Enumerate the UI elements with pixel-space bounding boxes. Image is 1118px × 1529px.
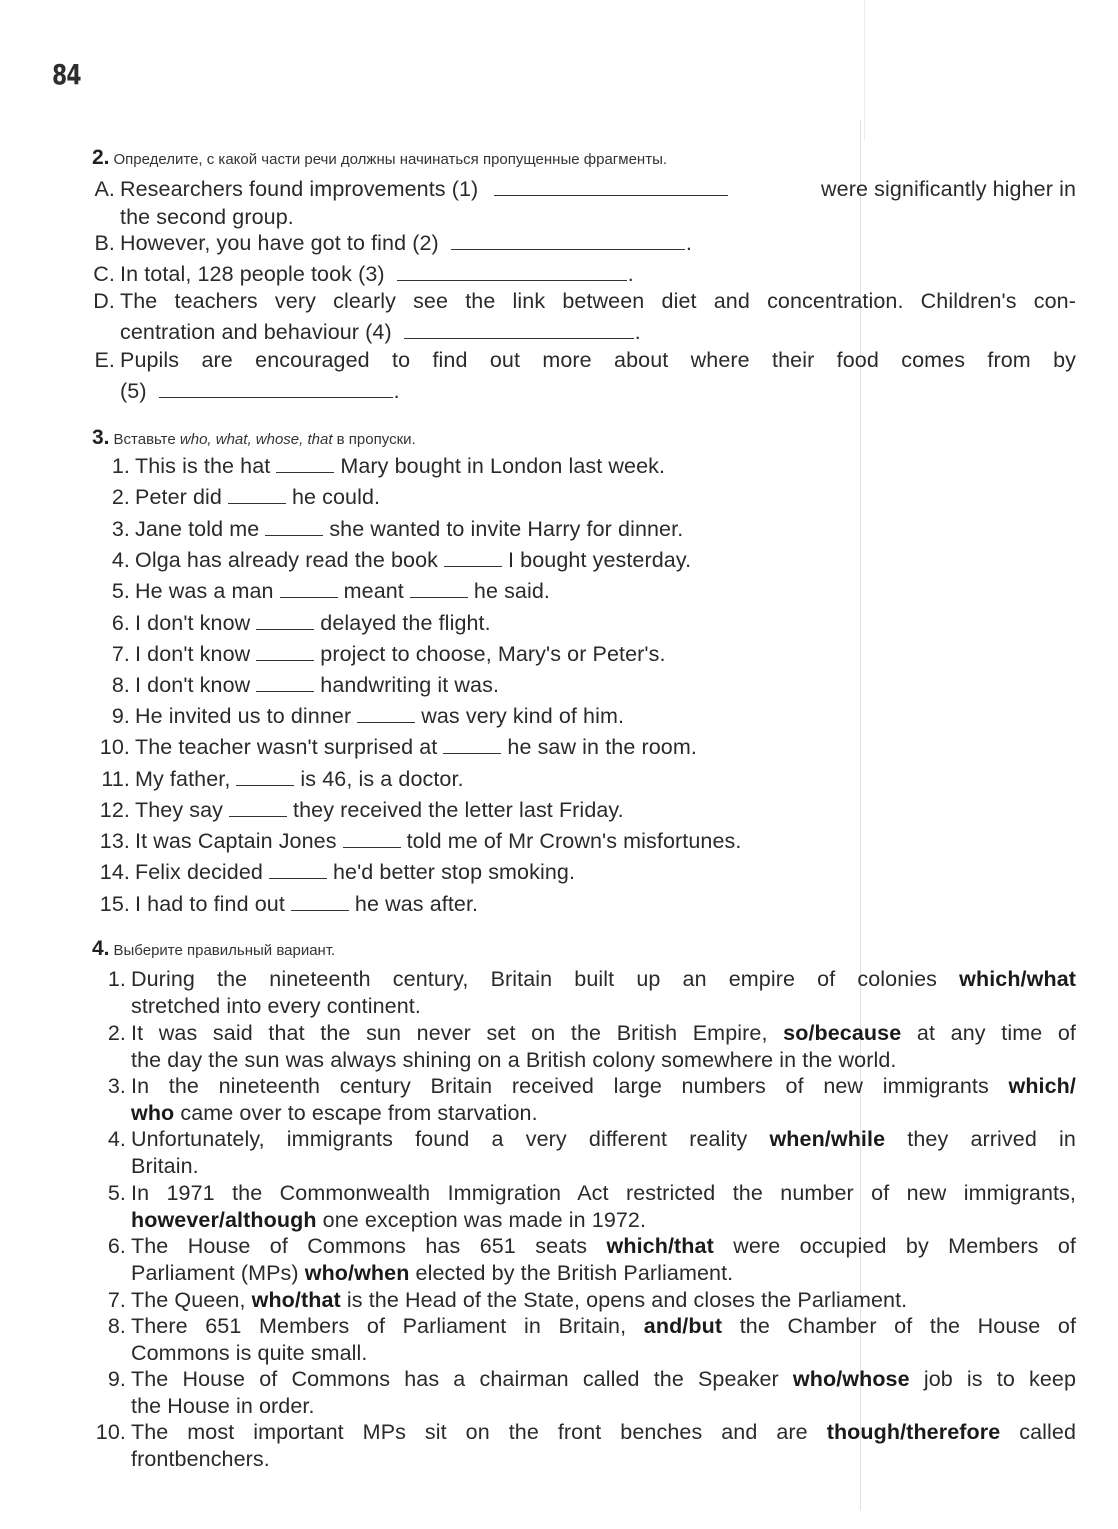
- ex4-item-text: job is to keep: [923, 1367, 1077, 1391]
- ex4-option-choice[interactable]: which/what: [959, 967, 1077, 991]
- ex2-label-b: B.: [94, 231, 115, 255]
- ex2-e-text-1: Pupils are encouraged to find out more about where their food comes from by: [120, 348, 1076, 372]
- ex3-item: [99, 829, 742, 854]
- ex3-item-number: 11.: [101, 767, 130, 791]
- ex2-label-c: C.: [93, 262, 115, 286]
- ex3-item-text: they received the letter last Friday.: [293, 798, 624, 822]
- ex3-item-text: This is the hat: [135, 454, 271, 478]
- ex4-option-choice[interactable]: when/while: [769, 1127, 886, 1151]
- ex4-item-number: 4.: [107, 1127, 126, 1151]
- ex4-item: [107, 1074, 1076, 1099]
- ex4-item-cont: [131, 1101, 538, 1126]
- page-number: 84: [52, 58, 81, 91]
- ex3-item-text: he'd better stop smoking.: [332, 860, 576, 884]
- answer-blank[interactable]: [280, 596, 338, 598]
- ex3-item: [101, 767, 464, 792]
- ex4-option-choice[interactable]: who/whose: [792, 1367, 910, 1391]
- ex3-item-text: I had to find out: [135, 892, 285, 916]
- answer-blank[interactable]: [397, 279, 627, 281]
- ex3-item-text: It was Captain Jones: [135, 829, 337, 853]
- ex4-item-number: 2.: [107, 1021, 126, 1045]
- ex4-item-text: frontbenchers.: [131, 1447, 270, 1471]
- exercise-4-number: 4.: [92, 937, 110, 960]
- ex2-label-d: D.: [93, 289, 115, 313]
- ex4-item-text: The most important MPs sit on the front benches and are: [131, 1420, 808, 1444]
- ex4-option-choice[interactable]: so/because: [783, 1021, 902, 1045]
- exercise-3-instruction-pre: Вставьте: [113, 431, 176, 448]
- ex3-item: [99, 860, 576, 885]
- ex3-item-number: 10.: [99, 735, 130, 759]
- ex3-item-text: I don't know: [135, 642, 251, 666]
- ex4-item-text: at any time of: [916, 1021, 1077, 1045]
- ex3-item-text: delayed the flight.: [320, 611, 491, 635]
- answer-blank[interactable]: [229, 815, 287, 817]
- ex3-item-text: The teacher wasn't surprised at: [135, 735, 438, 759]
- ex4-item-text: came over to escape from starvation.: [180, 1101, 538, 1125]
- ex2-d-text-1: The teachers very clearly see the link between diet and concentration. Children's con-: [120, 289, 1076, 313]
- ex4-item-text: the House in order.: [131, 1394, 315, 1418]
- ex4-item-text: The House of Commons has 651 seats: [131, 1234, 588, 1258]
- ex3-item-text: He was a man: [135, 579, 274, 603]
- ex3-item-text: Peter did: [135, 485, 222, 509]
- ex3-item-number: 3.: [111, 517, 130, 541]
- answer-blank[interactable]: [444, 565, 502, 567]
- exercise-3-instruction-post: в пропуски.: [336, 431, 416, 448]
- ex3-item-text: meant: [343, 579, 404, 603]
- ex4-item-text: stretched into every continent.: [131, 994, 421, 1018]
- ex3-item: [99, 798, 624, 823]
- ex3-item-text: My father,: [135, 767, 231, 791]
- ex4-item-number: 6.: [107, 1234, 126, 1258]
- ex3-item: [111, 517, 684, 542]
- ex3-item-text: I bought yesterday.: [508, 548, 692, 572]
- ex3-item-number: 6.: [111, 611, 130, 635]
- ex4-option-choice[interactable]: which/: [1008, 1074, 1076, 1098]
- ex3-item-number: 8.: [111, 673, 130, 697]
- ex4-item-text: The House of Commons has a chairman called the Speaker: [131, 1367, 779, 1391]
- ex3-item-number: 1.: [111, 454, 130, 478]
- ex4-item-text: the day the sun was always shining on a British colony somewhere in the world.: [131, 1048, 897, 1072]
- ex3-item-text: Mary bought in London last week.: [340, 454, 666, 478]
- exercise-4-heading: [92, 937, 335, 961]
- ex4-item-text: called: [1019, 1420, 1077, 1444]
- ex4-item: [107, 1367, 1077, 1392]
- exercise-3-number: 3.: [92, 426, 110, 449]
- ex4-item-text: There 651 Members of Parliament in Britain,: [131, 1314, 627, 1338]
- ex2-b-end: .: [685, 231, 692, 255]
- ex4-item-text: they arrived in: [907, 1127, 1076, 1151]
- answer-blank[interactable]: [343, 846, 401, 848]
- ex3-item-text: he saw in the room.: [507, 735, 697, 759]
- ex3-item-text: I don't know: [135, 611, 251, 635]
- ex3-item-number: 15.: [99, 892, 130, 916]
- ex4-item-text: It was said that the sun never set on the British Empire,: [131, 1021, 768, 1045]
- ex3-item: [111, 642, 666, 667]
- ex4-item-cont: [131, 1341, 367, 1366]
- ex2-item-a: [94, 177, 1076, 202]
- ex4-item-text: During the nineteenth century, Britain built up an empire of colonies: [131, 967, 938, 991]
- ex3-item-text: told me of Mr Crown's misfortunes.: [406, 829, 742, 853]
- ex4-item-text: Parliament (MPs): [131, 1261, 299, 1285]
- ex4-item: [107, 1234, 1077, 1259]
- ex4-item-number: 3.: [107, 1074, 126, 1098]
- answer-blank[interactable]: [357, 721, 415, 723]
- ex2-item-d: [93, 289, 1076, 314]
- ex3-item: [111, 704, 625, 729]
- ex4-item-text: In the nineteenth century Britain received large numbers of new immigrants: [131, 1074, 989, 1098]
- ex3-item: [111, 579, 550, 604]
- answer-blank[interactable]: [256, 690, 314, 692]
- ex4-option-choice[interactable]: who/that: [251, 1288, 341, 1312]
- ex2-a-text-2: were significantly higher in: [821, 177, 1076, 201]
- ex4-item-cont: [131, 994, 421, 1019]
- ex4-item-text: Unfortunately, immigrants found a very different reality: [131, 1127, 748, 1151]
- ex3-item-text: he could.: [291, 485, 381, 509]
- ex3-item-text: he was after.: [354, 892, 479, 916]
- ex4-item-number: 7.: [107, 1288, 126, 1312]
- ex4-item-text: Britain.: [131, 1154, 199, 1178]
- ex4-item: [95, 1420, 1077, 1445]
- ex4-item-number: 10.: [95, 1420, 126, 1444]
- answer-blank[interactable]: [404, 337, 634, 339]
- ex4-item-number: 5.: [107, 1181, 126, 1205]
- ex4-item-cont: [131, 1208, 646, 1233]
- ex2-item-b: [94, 231, 692, 256]
- ex4-item: [107, 1127, 1076, 1152]
- answer-blank[interactable]: [236, 784, 294, 786]
- ex4-option-choice[interactable]: who: [131, 1101, 175, 1125]
- exercise-2-number: 2.: [92, 146, 110, 169]
- ex3-item: [111, 454, 666, 479]
- ex4-item: [107, 967, 1077, 992]
- exercise-2-heading: [92, 146, 667, 170]
- ex4-option-choice[interactable]: however/although: [131, 1208, 317, 1232]
- ex2-label-e: E.: [94, 348, 115, 372]
- ex3-item: [111, 548, 692, 573]
- ex2-item-d-cont: [120, 320, 641, 345]
- ex3-item-number: 4.: [111, 548, 130, 572]
- ex4-item-cont: [131, 1447, 270, 1472]
- ex2-e-end: .: [393, 379, 400, 403]
- ex3-item-number: 13.: [99, 829, 130, 853]
- ex4-item-text: Commons is quite small.: [131, 1341, 368, 1365]
- exercise-3-heading: [92, 426, 416, 450]
- ex3-item-number: 5.: [111, 579, 130, 603]
- ex2-d-text-2: centration and behaviour (4): [120, 320, 392, 344]
- ex3-item-text: project to choose, Mary's or Peter's.: [320, 642, 666, 666]
- answer-blank[interactable]: [256, 659, 314, 661]
- ex3-item-number: 9.: [111, 704, 130, 728]
- exercise-2-instruction: Определите, с какой части речи должны начинаться пропущенные фрагменты.: [113, 151, 668, 168]
- ex4-item-text: one exception was made in 1972.: [322, 1208, 647, 1232]
- answer-blank[interactable]: [451, 248, 685, 250]
- answer-blank[interactable]: [228, 502, 286, 504]
- ex2-d-end: .: [634, 320, 641, 344]
- ex2-c-end: .: [627, 262, 634, 286]
- ex4-option-choice[interactable]: though/therefore: [826, 1420, 1001, 1444]
- ex4-item-text: were occupied by Members of: [733, 1234, 1077, 1258]
- ex4-item-text: elected by the British Parliament.: [415, 1261, 734, 1285]
- ex2-item-a-cont: the second group.: [120, 205, 294, 229]
- ex4-item-number: 1.: [107, 967, 126, 991]
- ex3-item: [111, 611, 491, 636]
- ex4-item-text: In 1971 the Commonwealth Immigration Act restricted the number of new immigrants,: [131, 1181, 1076, 1205]
- ex4-option-choice[interactable]: who/when: [304, 1261, 410, 1285]
- ex3-item-text: I don't know: [135, 673, 251, 697]
- ex4-item-cont: [131, 1261, 733, 1286]
- answer-blank[interactable]: [159, 396, 393, 398]
- page-fold-line-top: [864, 0, 865, 140]
- ex2-a-text-1: Researchers found improvements (1): [120, 177, 479, 201]
- ex3-item-text: Olga has already read the book: [135, 548, 439, 572]
- answer-blank[interactable]: [269, 877, 327, 879]
- answer-blank[interactable]: [410, 596, 468, 598]
- answer-blank[interactable]: [443, 752, 501, 754]
- ex3-item-text: is 46, is a doctor.: [300, 767, 464, 791]
- ex3-item-number: 14.: [99, 860, 130, 884]
- answer-blank[interactable]: [265, 534, 323, 536]
- ex2-e-text-2: (5): [120, 379, 147, 403]
- ex3-item-number: 2.: [111, 485, 130, 509]
- ex4-item-text: The Queen,: [131, 1288, 246, 1312]
- ex4-item: [107, 1288, 908, 1313]
- ex3-item: [99, 892, 479, 917]
- ex4-item-number: 8.: [107, 1314, 126, 1338]
- answer-blank[interactable]: [256, 628, 314, 630]
- exercise-3-instruction-words: who, what, whose, that: [179, 431, 333, 448]
- ex3-item: [99, 735, 697, 760]
- exercise-4-instruction: Выберите правильный вариант.: [113, 942, 336, 959]
- ex3-item-text: was very kind of him.: [421, 704, 625, 728]
- ex2-item-c: [93, 262, 634, 287]
- ex3-item-number: 12.: [99, 798, 130, 822]
- ex4-item-cont: [131, 1394, 315, 1419]
- ex3-item-text: handwriting it was.: [320, 673, 500, 697]
- ex4-item: [107, 1021, 1077, 1046]
- ex3-item: [111, 485, 381, 510]
- ex3-item-text: Jane told me: [135, 517, 260, 541]
- ex3-item-text: she wanted to invite Harry for dinner.: [329, 517, 684, 541]
- ex3-item-text: he said.: [473, 579, 550, 603]
- answer-blank[interactable]: [494, 194, 728, 196]
- answer-blank[interactable]: [276, 471, 334, 473]
- ex2-b-text: However, you have got to find (2): [120, 231, 439, 255]
- ex3-item-text: He invited us to dinner: [135, 704, 352, 728]
- ex4-item: [107, 1314, 1077, 1339]
- ex2-c-text: In total, 128 people took (3): [120, 262, 385, 286]
- ex4-item-text: is the Head of the State, opens and closes the Parliament.: [346, 1288, 908, 1312]
- ex4-option-choice[interactable]: which/that: [606, 1234, 714, 1258]
- ex2-label-a: A.: [94, 177, 115, 201]
- ex2-item-e-cont: [120, 379, 400, 404]
- ex3-item: [111, 673, 500, 698]
- ex3-item-number: 7.: [111, 642, 130, 666]
- ex4-item-text: the Chamber of the House of: [739, 1314, 1077, 1338]
- ex4-item-cont: [131, 1048, 896, 1073]
- ex4-item-number: 9.: [107, 1367, 126, 1391]
- ex2-item-e: [94, 348, 1076, 373]
- ex4-option-choice[interactable]: and/but: [643, 1314, 723, 1338]
- ex4-item-cont: [131, 1154, 199, 1179]
- ex4-item: [107, 1181, 1076, 1206]
- ex3-item-text: They say: [135, 798, 224, 822]
- answer-blank[interactable]: [291, 909, 349, 911]
- ex3-item-text: Felix decided: [135, 860, 263, 884]
